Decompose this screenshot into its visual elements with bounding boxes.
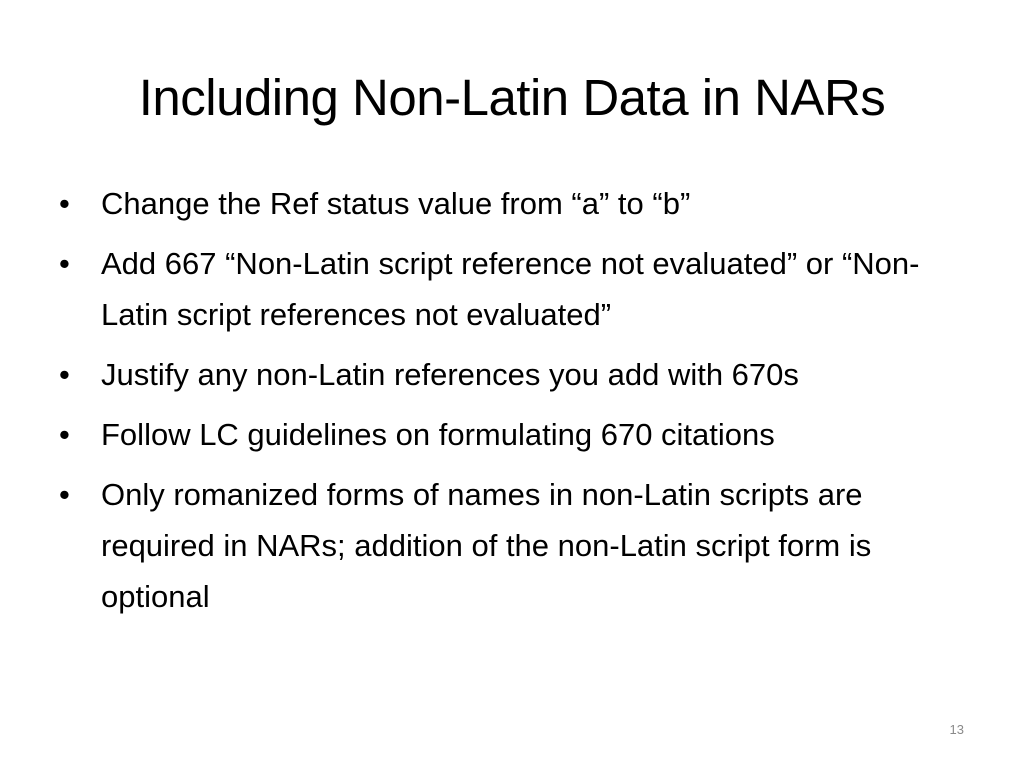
bullet-item (55, 409, 960, 460)
bullet-text: Change the Ref status value from “a” to “b” (101, 186, 691, 221)
bullet-text: Justify any non-Latin references you add with 670s (101, 357, 799, 392)
bullet-text: Follow LC guidelines on formulating 670 citations (101, 417, 775, 452)
bullet-dot-icon: • (59, 417, 70, 452)
bullet-dot-icon: • (59, 246, 70, 281)
bullet-dot-icon: • (59, 477, 70, 512)
bullet-text: Add 667 “Non-Latin script reference not evaluated” or “Non-Latin script references not evaluated” (101, 246, 920, 332)
slide-title: Including Non-Latin Data in NARs (138, 69, 886, 126)
page-number: 13 (949, 722, 964, 737)
bullet-item (55, 469, 960, 622)
bullet-item (55, 238, 960, 340)
bullet-item (55, 178, 960, 229)
bullet-text: Only romanized forms of names in non-Latin scripts are required in NARs; addition of the non-Latin script form is optional (101, 477, 872, 614)
bullet-list (55, 178, 960, 631)
bullet-dot-icon: • (59, 357, 70, 392)
bullet-item (55, 349, 960, 400)
bullet-dot-icon: • (59, 186, 70, 221)
